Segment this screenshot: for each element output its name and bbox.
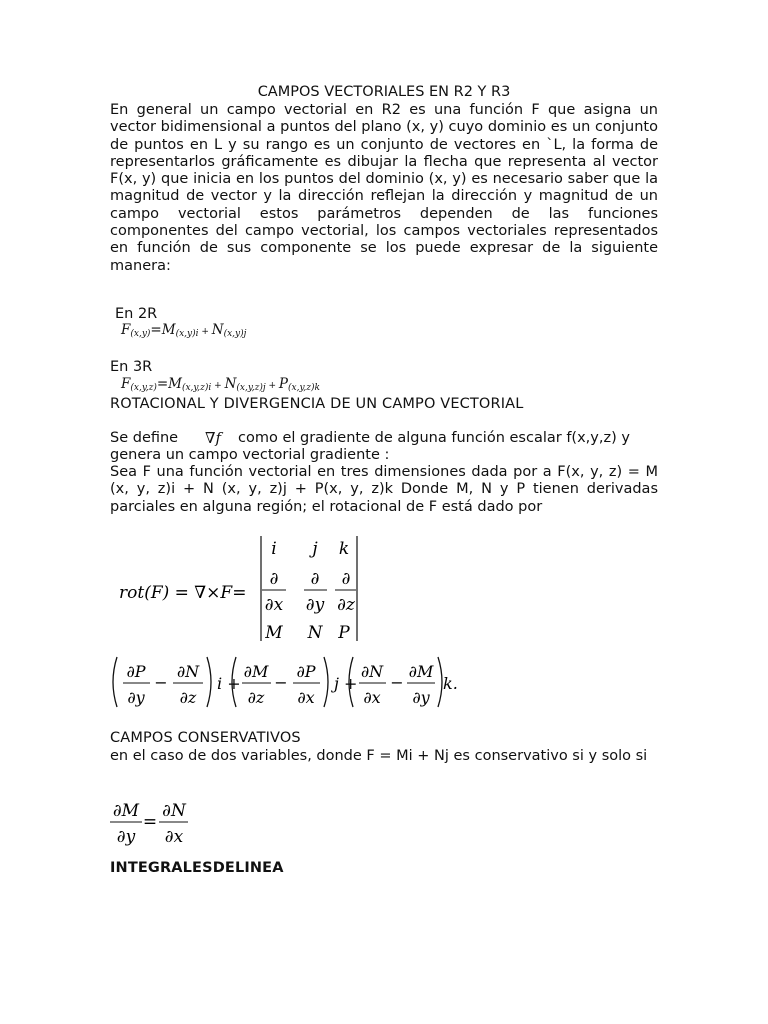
cons-rhs-den: ∂x <box>164 827 184 847</box>
conservativos-paragraph: en el caso de dos variables, donde F = Mi + Nj es conservativo si y solo si <box>110 748 648 764</box>
exp-2-den-a: ∂z <box>247 688 265 707</box>
define-prefix: Se define <box>110 430 179 446</box>
rot-lhs: rot(F) = ∇×F= <box>119 583 247 603</box>
det-partial-1: ∂ <box>269 569 279 589</box>
en-2r-label: En 2R <box>115 306 158 322</box>
curl-expansion <box>108 652 458 712</box>
exp-3-minus: − <box>390 673 404 692</box>
rotacional-heading: ROTACIONAL Y DIVERGENCIA DE UN CAMPO VECTORIAL <box>110 396 524 412</box>
sea-paragraph: Sea F una función vectorial en tres dimensiones dada por a F(x, y, z) = M (x, y, z)i + N (x, y, z)j + P(x, y, z)k Donde M, N y P tienen derivadas parciales en alguna región; el rotacional de F está dado por <box>110 464 658 515</box>
exp-2-den-b: ∂x <box>297 688 315 707</box>
paren-close-3 <box>438 657 442 707</box>
exp-1-num-b: ∂N <box>176 662 200 681</box>
document-title: CAMPOS VECTORIALES EN R2 Y R3 <box>257 84 511 100</box>
exp-3-num-a: ∂N <box>360 662 384 681</box>
det-k: k <box>338 539 350 559</box>
det-M: M <box>265 623 283 643</box>
conservative-formula <box>108 796 198 848</box>
conservativos-heading: CAMPOS CONSERVATIVOS <box>110 730 301 746</box>
rot-formula <box>110 532 380 647</box>
exp-2-num-b: ∂P <box>296 662 316 681</box>
exp-2-minus: − <box>274 673 288 692</box>
det-dx: ∂x <box>264 595 284 615</box>
nabla-f-symbol: ∇f <box>205 429 222 447</box>
det-P: P <box>338 623 350 643</box>
exp-3-den-b: ∂y <box>412 688 430 707</box>
cons-lhs-den: ∂y <box>116 827 136 847</box>
paren-open-1 <box>113 657 117 707</box>
exp-1-den-b: ∂z <box>179 688 197 707</box>
exp-2-num-a: ∂M <box>243 662 269 681</box>
det-i: i <box>271 539 277 559</box>
define-rest: como el gradiente de alguna función escalar f(x,y,z) y <box>238 430 630 446</box>
paren-close-2 <box>324 657 328 707</box>
integrales-heading: INTEGRALESDELINEA <box>110 860 284 876</box>
define-line2: genera un campo vectorial gradiente : <box>110 447 390 463</box>
formula-3r: $F_{(x,y,z)}=M_{(x,y,z)i} + N_{(x,y,z)j} + P_{(x,y,z)k}$ <box>121 376 320 393</box>
exp-1-num-a: ∂P <box>126 662 146 681</box>
det-dz: ∂z <box>337 595 355 615</box>
det-N: N <box>307 623 323 643</box>
exp-1-den-a: ∂y <box>127 688 145 707</box>
cons-rhs-num: ∂N <box>162 801 186 821</box>
formula-2r: $F_{(x,y)}=M_{(x,y)i} + N_{(x,y)j}$ <box>121 322 247 339</box>
det-j: j <box>312 539 318 559</box>
exp-3-unit: k. <box>443 674 458 693</box>
det-dy: ∂y <box>305 595 325 615</box>
det-partial-3: ∂ <box>341 569 351 589</box>
exp-2-unit: j + <box>334 674 358 693</box>
exp-3-num-b: ∂M <box>408 662 434 681</box>
cons-eq: = <box>142 812 158 832</box>
en-3r-label: En 3R <box>110 359 153 375</box>
exp-1-unit: i + <box>217 674 241 693</box>
intro-paragraph: En general un campo vectorial en R2 es una función F que asigna un vector bidimensional a puntos del plano (x, y) cuyo dominio es un conjunto de puntos en L y su rango es un conjunto de vectores en `L, la forma de representarlos gráficamente es dibujar la flecha que representa al vector F(x, y) que inicia en los puntos del dominio (x, y) es necesario saber que la magnitud de vector y la dirección reflejan la dirección y magnitud de un campo vectorial estos parámetros dependen de las funciones componentes del campo vectorial, los campos vectoriales representados en función de sus componente se los puede expresar de la siguiente manera: <box>110 102 658 274</box>
det-partial-2: ∂ <box>310 569 320 589</box>
cons-lhs-num: ∂M <box>112 801 140 821</box>
paren-close-1 <box>207 657 211 707</box>
exp-1-minus: − <box>154 673 168 692</box>
exp-3-den-a: ∂x <box>363 688 381 707</box>
